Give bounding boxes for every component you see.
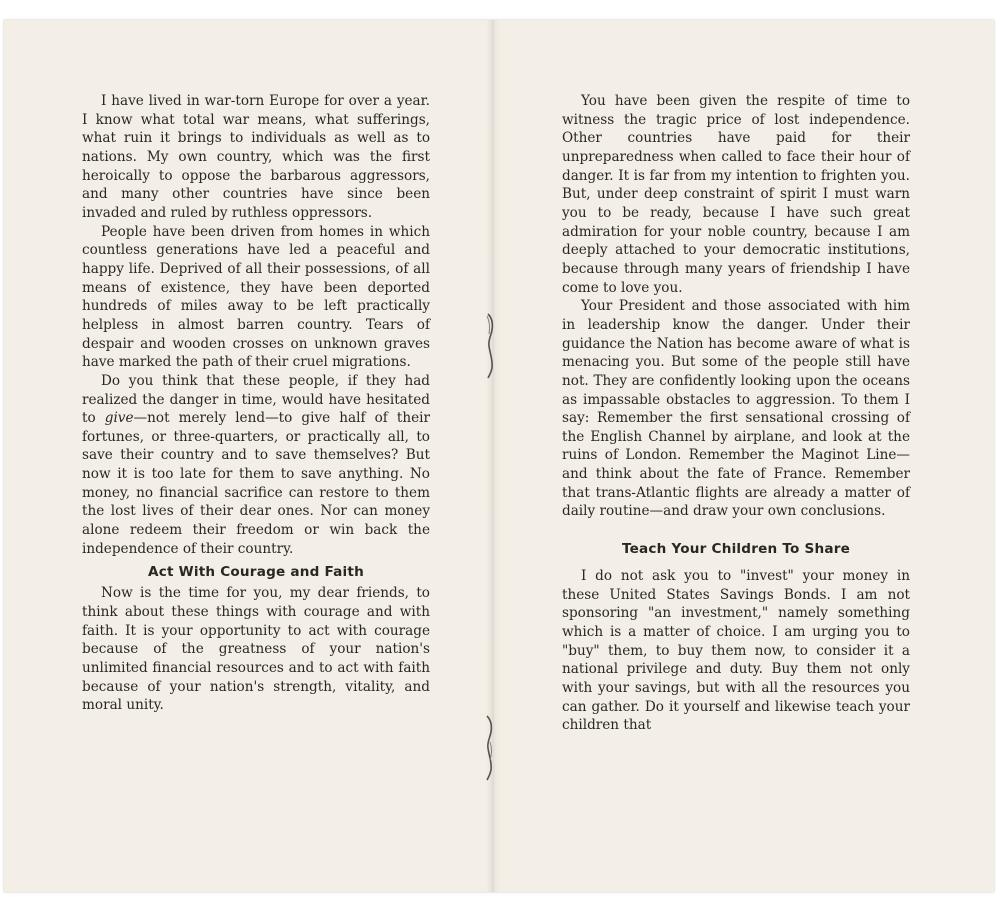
- left-paragraph-3: [82, 372, 430, 559]
- right-page: [562, 92, 910, 735]
- left-paragraph-2: People have been driven from homes in which countless generations have led a peaceful and happy life. Deprived of all their possessions, of all means of existence, they have been deported hundreds of miles away to be left practically helpless in almost barren country. Tears of despair and wooden crosses on unknown graves have marked the path of their cruel migrations.: [82, 223, 430, 371]
- staple-top: [480, 310, 498, 380]
- left-paragraph-4: Now is the time for you, my dear friends, to think about these things with courage and with faith. It is your opportunity to act with courage because of the greatness of your nation's unlimited financial resources and to act with faith because of your nation's strength, vitality, and moral unity.: [82, 585, 430, 714]
- booklet-spread: [4, 20, 994, 892]
- left-paragraph-3-start: Do you think that these people, if they had realized the danger in time, would have hesitated to: [82, 372, 430, 427]
- left-paragraph-1: I have lived in war-torn Europe for over a year. I know what total war means, what sufferings, what ruin it brings to individuals as well as to nations. My own country, which was the first heroically to oppose the barbarous aggressors, and many other countries have since been invaded and ruled by ruthless oppressors.: [82, 93, 430, 221]
- section-heading-courage: Act With Courage and Faith: [148, 564, 364, 581]
- section-heading-children: Teach Your Children To Share: [621, 541, 851, 558]
- emphasized-word: give: [104, 410, 134, 427]
- right-paragraph-1: You have been given the respite of time to witness the tragic price of lost independence. Other countries have paid for their unpreparedness when called to face their hour of danger. It is far from my intention to frighten you. But, under deep constraint of spirit I must warn you to be ready, because I have such great admiration for your noble country, because I am deeply attached to your democratic institutions, because through many years of friendship I have come to love you.: [562, 93, 910, 296]
- right-paragraph-2: Your President and those associated with him in leadership know the danger. Under their guidance the Nation has become aware of what is menacing you. But some of the people still have not. They are confidently looking upon the oceans as impassable obstacles to aggression. To them I say: Remember the first sensational crossing of the English Channel by airplane, and look at the ruins of London. Remember the Maginot Line—and think about the fate of France. Remember that trans-Atlantic flights are already a matter of daily routine—and draw your own conclusions.: [562, 298, 910, 520]
- right-paragraph-3: I do not ask you to "invest" your money in these United States Savings Bonds. I am not sponsoring "an investment," namely something which is a matter of choice. I am urging you to "buy" them, to buy them now, to consider it a national privilege and duty. Buy them not only with your savings, but with all the resources you can gather. Do it yourself and likewise teach your children that: [562, 568, 910, 734]
- left-paragraph-3-end: —not merely lend—to give half of their fortunes, or three-quarters, or practically all, to save their country and to save themselves? But now it is too late for them to save anything. No money, no financial sacrifice can restore to them the lost lives of their dear ones. Nor can money alone redeem their freedom or win back the independence of their country.: [82, 410, 431, 557]
- staple-bottom: [480, 712, 498, 782]
- left-page: [82, 92, 430, 715]
